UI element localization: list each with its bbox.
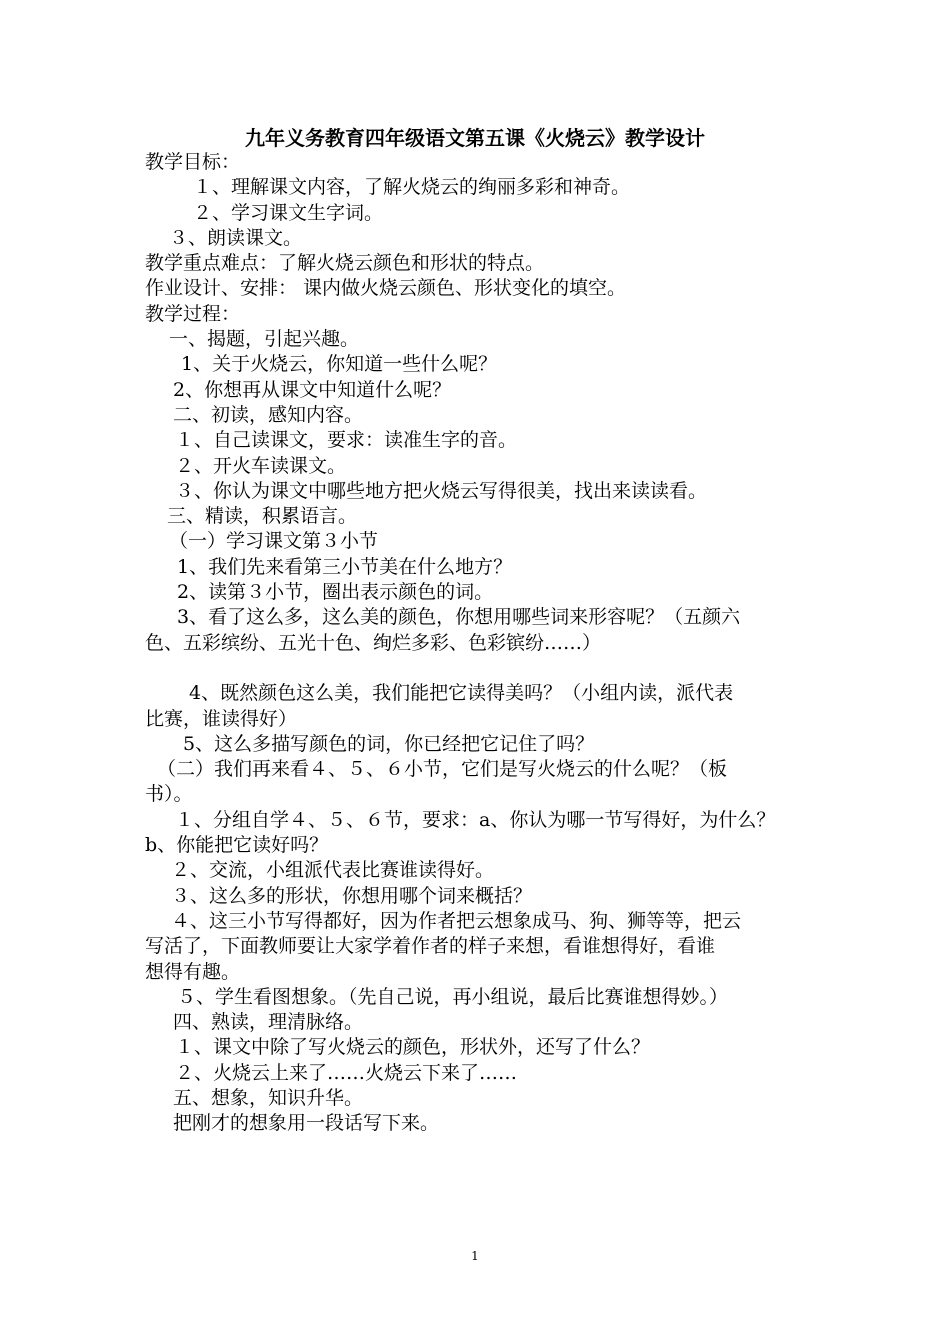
document-line: ２、交流，小组派代表比赛谁读得好。 bbox=[171, 859, 495, 882]
document-line: 一、揭题，引起兴趣。 bbox=[169, 328, 360, 351]
document-line bbox=[145, 656, 830, 681]
document-line: 2、读第３小节，圈出表示颜色的词。 bbox=[177, 581, 494, 604]
document-line: １、课文中除了写火烧云的颜色，形状外，还写了什么？ bbox=[175, 1036, 651, 1059]
document-line: 作业设计、安排： 课内做火烧云颜色、形状变化的填空。 bbox=[145, 277, 627, 300]
document-line: 想得有趣。 bbox=[145, 960, 241, 983]
document-line: 五、想象，知识升华。 bbox=[173, 1086, 364, 1109]
document-body bbox=[145, 150, 830, 1137]
document-line: 比赛，谁读得好） bbox=[145, 707, 298, 730]
document-line: ２、火烧云上来了……火烧云下来了…… bbox=[175, 1061, 518, 1084]
document-line: １、理解课文内容，了解火烧云的绚丽多彩和神奇。 bbox=[193, 176, 631, 199]
document-line: ２、学习课文生字词。 bbox=[193, 201, 384, 224]
document-line: （一）学习课文第３小节 bbox=[169, 530, 379, 553]
document-line: 教学目标： bbox=[145, 151, 241, 173]
document-line: 2、你想再从课文中知道什么呢？ bbox=[173, 378, 452, 401]
document-line: 教学重点难点：了解火烧云颜色和形状的特点。 bbox=[145, 252, 545, 275]
document-line: ５、学生看图想象。（先自己说，再小组说，最后比赛谁想得妙。） bbox=[177, 985, 729, 1008]
page-number: 1 bbox=[471, 1249, 479, 1263]
document-line: 1、关于火烧云，你知道一些什么呢？ bbox=[181, 353, 498, 376]
document-line: １、分组自学４、５、６节，要求：a、你认为哪一节写得好，为什么？ bbox=[175, 808, 776, 831]
document-line: 教学过程： bbox=[145, 302, 241, 325]
document-line: 5、这么多描写颜色的词，你已经把它记住了吗？ bbox=[183, 732, 595, 755]
document-line: 书）。 bbox=[145, 783, 193, 806]
document-line: 写活了，下面教师要让大家学着作者的样子来想，看谁想得好，看谁 bbox=[145, 935, 716, 958]
document-line: 1、我们先来看第三小节美在什么地方？ bbox=[177, 555, 513, 578]
document-line: （二）我们再来看４、５、６小节，它们是写火烧云的什么呢？（板 bbox=[157, 758, 728, 781]
document-line: 4、既然颜色这么美，我们能把它读得美吗？（小组内读，派代表 bbox=[189, 682, 734, 705]
document-line: １、自己读课文，要求：读准生字的音。 bbox=[175, 429, 518, 452]
document-line: 四、熟读，理清脉络。 bbox=[173, 1011, 364, 1034]
document-line: 二、初读，感知内容。 bbox=[173, 403, 364, 426]
document-line: ２、开火车读课文。 bbox=[175, 454, 347, 477]
document-line: 把刚才的想象用一段话写下来。 bbox=[173, 1112, 440, 1135]
document-line: 3、看了这么多，这么美的颜色，你想用哪些词来形容呢？（五颜六 bbox=[177, 606, 741, 629]
document-line: ３、你认为课文中哪些地方把火烧云写得很美，找出来读读看。 bbox=[175, 479, 708, 502]
document-line: ３、朗读课文。 bbox=[169, 226, 303, 249]
document-line: ３、这么多的形状，你想用哪个词来概括？ bbox=[171, 884, 533, 907]
document-line: ４、这三小节写得都好，因为作者把云想象成马、狗、狮等等，把云 bbox=[171, 909, 742, 932]
document-line: 三、精读，积累语言。 bbox=[167, 505, 358, 528]
document-line: 色、五彩缤纷、五光十色、绚烂多彩、色彩镔纷……） bbox=[145, 631, 602, 654]
document-title: 九年义务教育四年级语文第五课《火烧云》教学设计 bbox=[245, 126, 705, 150]
document-line: b、你能把它读好吗？ bbox=[145, 834, 329, 857]
